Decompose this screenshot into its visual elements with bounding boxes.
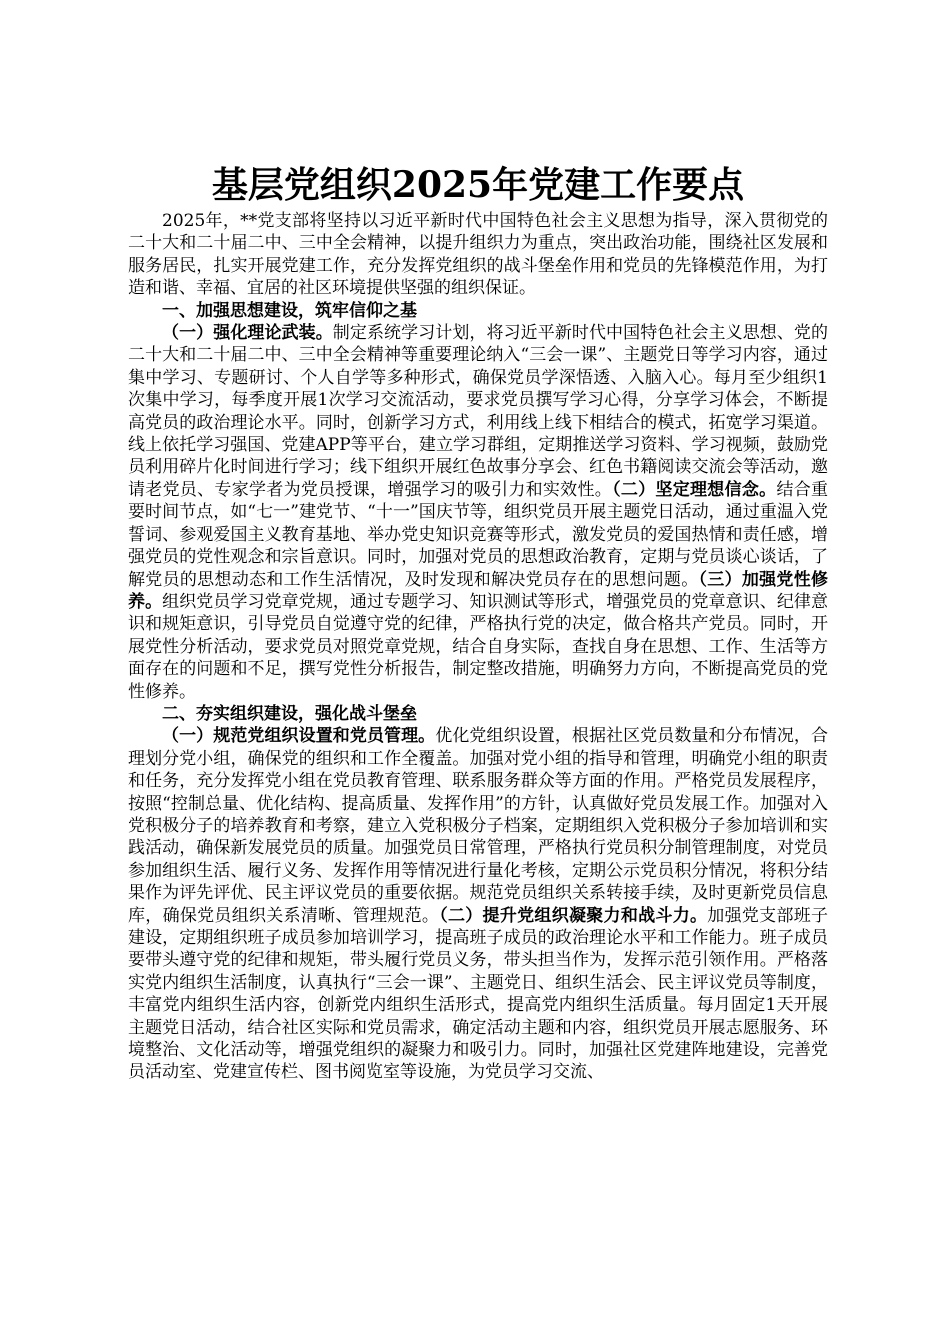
intro-paragraph: 2025年，**党支部将坚持以习近平新时代中国特色社会主义思想为指导，深入贯彻党的二十大和二十届二中、三中全会精神，以提升组织力为重点，突出政治功能，围绕社区发展和服务居民，扎实开展党建工作，充分发挥党组织的战斗堡垒作用和党员的先锋模范作用，为打造和谐、幸福、宜居的社区环境提供坚强的组织保证。: [128, 211, 828, 299]
section-1-heading: 一、加强思想建设，筑牢信仰之基: [162, 300, 417, 321]
section-2-item-1-title: （一）规范党组织设置和党员管理。: [162, 726, 436, 747]
section-1-item-1-title: （一）强化理论武装。: [162, 323, 333, 344]
document-title: 基层党组织2025年党建工作要点: [211, 164, 745, 206]
section-2-item-2-title: （二）提升党组织凝聚力和战斗力。: [439, 905, 708, 926]
section-2-item-2-body: 加强党支部班子建设，定期组织班子成员参加培训学习，提高班子成员的政治理论水平和工作能力。班子成员要带头遵守党的纪律和规矩，带头履行党员义务，带头担当作为，发挥示范引领作用。严格落实党内组织生活制度，认真执行“三会一课”、主题党日、组织生活会、民主评议党员等制度，丰富党内组织生活内容，创新党内组织生活形式，提高党内组织生活质量。每月固定1天开展主题党日活动，结合社区实际和党员需求，确定活动主题和内容，组织党员开展志愿服务、环境整治、文化活动等，增强党组织的凝聚力和吸引力。同时，加强社区党建阵地建设，完善党员活动室、党建宣传栏、图书阅览室等设施，为党员学习交流、: [128, 905, 829, 1083]
section-1-item-2-title: （二）坚定理想信念。: [612, 479, 777, 500]
section-1-item-2-body: 结合重要时间节点，如“七一”建党节、“十一”国庆节等，组织党员开展主题党日活动，通过重温入党誓词、参观爱国主义教育基地、举办党史知识竞赛等形式，激发党员的爱国热情和责任感，增强党员的党性观念和宗旨意识。同时，加强对党员的思想政治教育，定期与党员谈心谈话，了解党员的思想动态和工作生活情况，及时发现和解决党员存在的思想问题。: [128, 479, 829, 590]
section-2-paragraph: [128, 725, 828, 1084]
section-1-item-3-title: （三）加强党性修养。: [128, 569, 829, 612]
section-2-heading: 二、夯实组织建设，强化战斗堡垒: [162, 703, 417, 724]
section-1-item-3-body: 组织党员学习党章党规，通过专题学习、知识测试等形式，增强党员的党章意识、纪律意识和规矩意识，引导党员自觉遵守党的纪律，严格执行党的决定，做合格共产党员。同时，开展党性分析活动，要求党员对照党章党规，结合自身实际，查找自身在思想、工作、生活等方面存在的问题和不足，撰写党性分析报告，制定整改措施，明确努力方向，不断提高党员的党性修养。: [128, 591, 829, 702]
section-1-item-1-body: 制定系统学习计划，将习近平新时代中国特色社会主义思想、党的二十大和二十届二中、三中全会精神等重要理论纳入“三会一课”、主题党日等学习内容，通过集中学习、专题研讨、个人自学等多种形式，确保党员学深悟透、入脑入心。每月至少组织1次集中学习，每季度开展1次学习交流活动，要求党员撰写学习心得，分享学习体会，不断提高党员的政治理论水平。同时，创新学习方式，利用线上线下相结合的模式，拓宽学习渠道。线上依托学习强国、党建APP等平台，建立学习群组，定期推送学习资料、学习视频，鼓励党员利用碎片化时间进行学习；线下组织开展红色故事分享会、红色书籍阅读交流会等活动，邀请老党员、专家学者为党员授课，增强学习的吸引力和实效性。: [128, 323, 829, 500]
document-page: [128, 162, 828, 1084]
section-2-item-1-body: 优化党组织设置，根据社区党员数量和分布情况，合理划分党小组，确保党的组织和工作全覆盖。加强对党小组的指导和管理，明确党小组的职责和任务，充分发挥党小组在党员教育管理、联系服务群众等方面的作用。严格党员发展程序，按照“控制总量、优化结构、提高质量、发挥作用”的方针，认真做好党员发展工作。加强对入党积极分子的培养教育和考察，建立入党积极分子档案，定期组织入党积极分子参加培训和实践活动，确保新发展党员的质量。加强党员日常管理，严格执行党员积分制管理制度，对党员参加组织生活、履行义务、发挥作用等情况进行量化考核，定期公示党员积分情况，将积分结果作为评先评优、民主评议党员的重要依据。规范党员组织关系转接手续，及时更新党员信息库，确保党员组织关系清晰、管理规范。: [128, 726, 829, 926]
section-1-paragraph: [128, 322, 828, 703]
